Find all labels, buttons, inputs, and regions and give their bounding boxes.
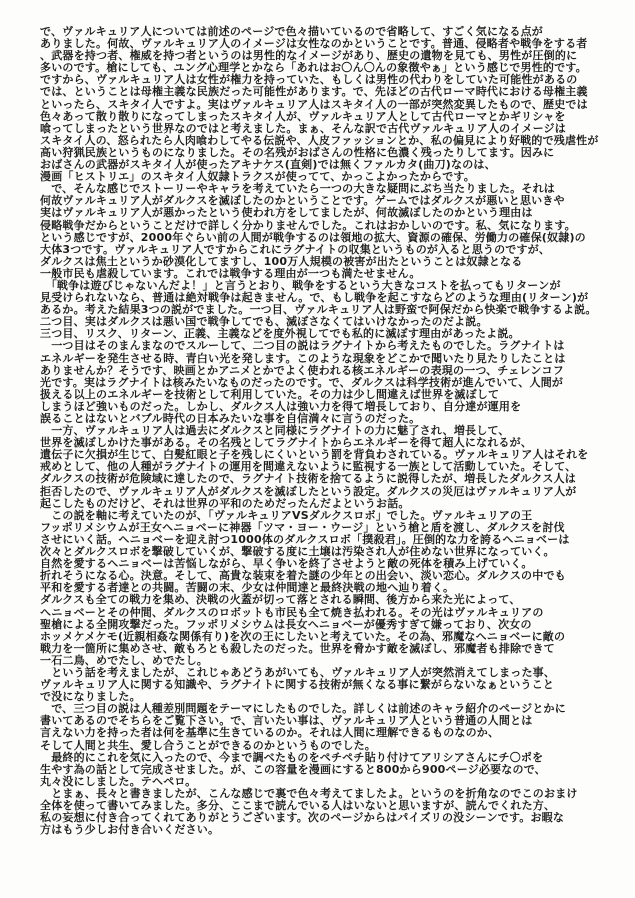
text-line: 三つ目、リスク、リターン、正義、主義などを度外視してでも私的に滅ぼす理由があったよ説。 xyxy=(40,327,520,341)
text-line: で、三つ目の説は人種差別問題をテーマにしたものでした。詳しくは前述のキャラ紹介のページとかに xyxy=(40,702,566,716)
text-line: あるか。考えた結果3つの説がでました。一つ目、ヴァルキュリア人は野蛮で阿保だから快楽で戦争するよ説。 xyxy=(40,303,597,317)
text-line: といったら、スキタイ人ですよ。実はヴァルキュリア人はスキタイ人の一部が突然変異したもので、歴史では xyxy=(40,97,588,111)
text-line: スキタイ人の、怒られたら人肉喰わしてやる伝説や、人皮ファッションとか、私の偏見により好戦的で残虐性が xyxy=(40,133,599,147)
text-line: 平和を愛する者達との共闘。苦闘の末、少女は仲間達と最終決戦の地へ辿り着く。 xyxy=(40,581,455,595)
text-line: 折れそうになる心。決意。そして、高貴な装束を着た謎の少年との出会い、淡い恋心。ダルクスの中でも xyxy=(40,569,566,583)
text-line: ですから、ヴァルキュリア人は女性が権力を持っていた、もしくは男性の代わりをしていた可能性があるの xyxy=(40,73,578,87)
text-line: 方はもう少しお付き合いください。 xyxy=(40,823,220,837)
text-line: 一石二鳥、めでたし、めでたし。 xyxy=(40,653,208,667)
text-line: 拒否したので、ヴァルキュリア人がダルクスを滅ぼしたという設定。ダルクスの災厄はヴァルキュリア人が xyxy=(40,484,577,498)
text-line: という感じですが、2000年ぐらい前の人間が戦争するのは領地の拡大、資源の確保、労働力の確保(奴隷)の xyxy=(40,230,586,244)
text-line: で、そんな感じでストーリーやキャラを考えていたら一つの大きな疑問にぶち当たりました。それは xyxy=(40,182,555,196)
text-line: 戦力を一箇所に集めさせ、敵もろとも殺したのだった。世界を脅かす敵を滅ぼし、邪魔者も排除できて xyxy=(40,641,555,655)
text-line: 生やす為の話として完成させました。が、この容量を漫画にすると800から900ページ必要なので、 xyxy=(40,762,546,776)
text-line: 大体3つです。ヴァルキュリア人ですからこれにラグナイトの収集というものが入ると思うのですが、 xyxy=(40,242,551,256)
text-line: 書いてあるのでそちらをご覧下さい。で、言いたい事は、ヴァルキュリア人という普通の人間とは xyxy=(40,714,533,728)
text-line: この説を軸に考えていたのが、「ヴァルキュリアVSダルクスロボ」でした。ヴァルキュリアの王 xyxy=(40,508,533,522)
text-line: そして人間と共生、愛し合うことができるのかというものでした。 xyxy=(40,738,376,752)
text-line: 光です。実はラグナイトは核みたいなものだったのです。で、ダルクスは科学技術が進んでいて、人間が xyxy=(40,375,564,389)
text-line: 何故ヴァルキュリア人がダルクスを滅ぼしたのかということです。ゲームではダルクスが悪いと思いきや xyxy=(40,194,565,208)
text-line: おばさんの武器がスキタイ人が使ったアキナケス(直剣)では無くファルカタ(曲刀)なのは、 xyxy=(40,158,496,172)
text-line: で没になりました。 xyxy=(40,690,141,704)
text-line: 一方、ヴァルキュリア人は過去にダルクスと同様にラグナイトの力に魅了され、増長して、 xyxy=(40,424,510,438)
text-line: 実はヴァルキュリア人が悪かったという使われ方をしてましたが、何故滅ぼしたのかという理由は xyxy=(40,206,533,220)
text-line: 二つ目、実はダルクスは悪い国で戦争してでも、滅ぼさなくてはいけなかったのだよ説。 xyxy=(40,315,488,329)
text-line: ありました。何故、ヴァルキュリア人のイメージは女性なのかということです。普通、侵略者や戦争をする者 xyxy=(40,37,588,51)
text-line: ホッメケメケモ(近親相姦な関係有り)を次の王にしたいと考えていた。その為、邪魔なヘニョベーに敵の xyxy=(40,629,566,643)
text-line: とまぁ、長々と書きましたが、こんな感じで裏で色々考えてましたよ。というのを折角なのでこのおまけ xyxy=(40,786,578,800)
text-line: 喰ってしまったという世界なのではと考えました。まぁ、そんな訳で古代ヴァルキュリア人のイメージは xyxy=(40,121,566,135)
text-line: 言えない力を持った者は何を基準に生きているのか。それは人間に理解できるものなのか、 xyxy=(40,726,500,740)
text-line: ヴァルキュリア人に関する知識や、ラグナイトに関する技術が無くなる事に繋がらないなぁということ xyxy=(40,678,555,692)
text-line: ダルクスの技術が危険域に達したので、ラグナイト技術を捨てるように説得したが、増長したダルクス人は xyxy=(40,472,576,486)
text-line: エネルギーを発生させる時、青白い光を発します。このような現象をどこかで聞いたり見たりしたことは xyxy=(40,351,566,365)
text-line: ダルクスも全ての戦力を集め、決戦の火蓋が切って落とされる瞬間、後方から来た光によって、 xyxy=(40,593,521,607)
text-line: しまうほど強いものだった。しかし、ダルクス人は強い力を得て増長しており、自分達が運用を xyxy=(40,399,522,413)
text-line: 私の妄想に付き合ってくれてありがとうございます。次のページからはパイズリの没シーンです。お暇な xyxy=(40,811,565,825)
text-line: 遺伝子に欠損が生じて、白髪紅眼と子を残しにくいという罰を背負わされている。ヴァルキュリア人はそれを xyxy=(40,448,589,462)
text-line: 戒めとして、他の人種がラグナイトの運用を間違えないように監視する一族として活動していた。そして、 xyxy=(40,460,577,474)
text-line: ヘニョベーとその仲間、ダルクスのロボットも市民も全て焼き払われる。その光はヴァルキュリアの xyxy=(40,605,544,619)
text-line: 多いのです。槍にしても、ユング心理学とかなら「あれはお〇ん〇んの象徴やぁ」という感じで男性的です。 xyxy=(40,61,587,75)
text-line: では、ということは母権主義な民族だった可能性があります。で、先ほどの古代ローマ時代における母権主義 xyxy=(40,85,588,99)
text-line: 次々とダルクスロボを撃破していくが、撃破する度に土壌は汚染され人が住めない世界になっていく。 xyxy=(40,545,555,559)
text-line: 一般市民も虐殺しています。これでは戦争する理由が一つも満たせません。 xyxy=(40,266,421,280)
text-line: 漫画「ヒストリエ」のスキタイ人奴隷トラクスが使ってて、かっこよかったからです。 xyxy=(40,170,475,184)
text-line: 、武器を持つ者、権威を持つ者というのは男性的なイメージがあり、歴史の遺物を見ても、男性が圧倒的に xyxy=(40,49,578,63)
text-line: 全体を使って書いてみました。多分、ここまで読んでいる人はいないと思いますが、読んでくれた方、 xyxy=(40,799,556,812)
text-line: 一つ目はそのまんまなのでスルーして、二つ目の説はラグナイトから考えたものでした。ラグナイトは xyxy=(40,339,565,353)
text-line: 世界を滅ぼしかけた事がある。その名残としてラグナイトからエネルギーを得て超人になれるが、 xyxy=(40,436,533,450)
text-line: 最終的にこれを気に入ったので、今まで調べたものをペチペチ貼り付けてアリシアさんにチ〇ポを xyxy=(40,750,544,764)
text-line: 色々あって散り散りになってしまったスキタイ人が、ヴァルキュリア人として古代ローマとかギリシャを xyxy=(40,109,566,123)
text-line: ありませんか？そうです、映画とかアニメとかでよく使われる核エネルギーの表現の一つ、チェレンコフ xyxy=(40,363,564,377)
text-line: 聖槍による全開攻撃だった。フッポリメシウムは長女ヘニョベーが優秀すぎて嫌っており、次女の xyxy=(40,617,532,631)
text-line: 自然を愛するヘニョベーは苦悩しながら、早く争いを終了させようと敵の死体を積み上げていく。 xyxy=(40,557,533,571)
text-line: で、ヴァルキュリア人については前述のページで色々描いているので省略して、すごく気になる点が xyxy=(40,25,544,38)
text-line: 侵略戦争だからということだけで詳しく分かりませんでした。これはおかしいのです。私、気になります。 xyxy=(40,218,576,232)
text-line: ダルクスは焦土というか砂漠化してますし、100万人規模の被害が出たということは奴隷となる xyxy=(40,254,523,268)
text-line: 誤ることはないとバブル時代の日本みたいな事を自信満々に言うのだった。 xyxy=(40,412,421,425)
text-line: 高い狩猟民族というものになりました。その名残がおばさんの性格に色濃く残ったりしてます。因みに xyxy=(40,145,555,159)
text-line: 「戦争は遊びじゃないんだよ！」と言うとおり、戦争をするという大きなコストを払ってもリターンが xyxy=(40,278,561,292)
text-line: 丸々没にしました。テヘペロ。 xyxy=(40,774,197,788)
afterword-text-block xyxy=(40,26,609,836)
text-line: 起こしたものだけど、それは世界の平和のためだったんだよというお話。 xyxy=(40,496,410,510)
text-line: させにいく話。ヘニョベーを迎え討つ1000体のダルクスロボ「撲殺君」。圧倒的な力を誇るヘニョベーは xyxy=(40,532,570,546)
text-line: 扱える以上のエネルギーを技術として利用していた。その力は少し間違えば世界を滅ぼして xyxy=(40,387,500,401)
text-line: フッポリメシウムが王女ヘニョベーに神器「ツマ・ヨー・ウージ」という槍と盾を渡し、ダルクスを討伐 xyxy=(40,520,565,534)
text-line: という話を考えましたが、これじゃあどうあがいても、ヴァルキュリア人が突然消えてしまった事、 xyxy=(40,665,556,679)
text-line: 見受けられないなら、普通は絶対戦争は起きません。で、もし戦争を起こすならどのような理由(リターン)が xyxy=(40,291,589,305)
